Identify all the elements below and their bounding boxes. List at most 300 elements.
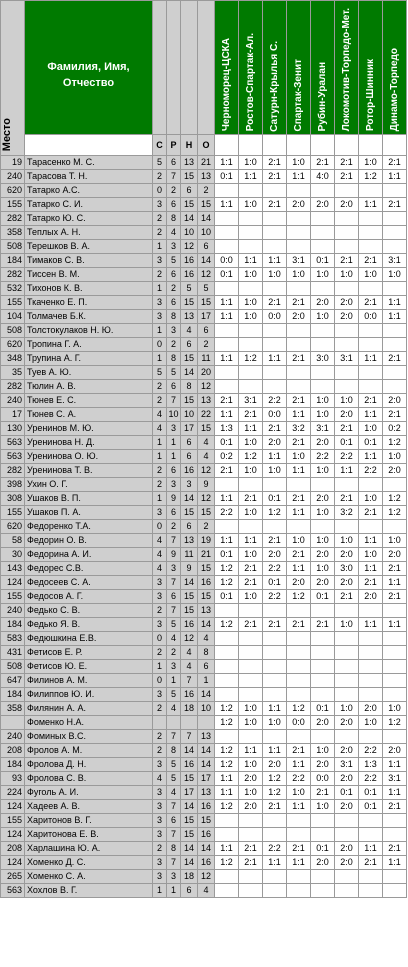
result-cell: 1:1 (263, 702, 287, 716)
result-cell: 1:0 (239, 758, 263, 772)
place-cell: 240 (1, 604, 25, 618)
result-cell: 1:0 (239, 268, 263, 282)
name-cell: Фролов А. М. (25, 744, 153, 758)
result-cell: 2:0 (311, 576, 335, 590)
stat-s-cell: 1 (153, 436, 167, 450)
result-cell (263, 184, 287, 198)
result-cell (335, 730, 359, 744)
name-cell: Терешков В. А. (25, 240, 153, 254)
result-cell (239, 688, 263, 702)
name-cell: Фоменко Н.А. (25, 716, 153, 730)
result-cell: 1:1 (359, 408, 383, 422)
result-cell: 1:0 (263, 464, 287, 478)
result-cell: 1:0 (335, 702, 359, 716)
match-header: Ростов-Спартак-Ал. (239, 1, 263, 135)
stat-r-cell: 3 (167, 870, 181, 884)
name-cell: Уренинова Н. Д. (25, 436, 153, 450)
result-cell (335, 478, 359, 492)
place-cell: 143 (1, 562, 25, 576)
stat-s-cell: 2 (153, 604, 167, 618)
result-cell (239, 870, 263, 884)
result-cell: 1:1 (239, 744, 263, 758)
place-cell: 184 (1, 688, 25, 702)
result-cell (287, 282, 311, 296)
stat-n-cell: 4 (181, 660, 198, 674)
stat-s-cell: 2 (153, 842, 167, 856)
name-cell: Тюлин А. В. (25, 380, 153, 394)
stat-s-cell: 2 (153, 170, 167, 184)
place-cell: 155 (1, 296, 25, 310)
stat-n-cell: 15 (181, 394, 198, 408)
table-row (1, 688, 407, 702)
table-row (1, 730, 407, 744)
name-cell: Фетисов Е. Р. (25, 646, 153, 660)
place-cell: 282 (1, 268, 25, 282)
result-cell (263, 688, 287, 702)
result-cell: 0:1 (215, 436, 239, 450)
result-cell: 2:2 (311, 450, 335, 464)
result-cell: 1:1 (215, 310, 239, 324)
result-cell: 2:1 (383, 156, 407, 170)
place-cell: 508 (1, 324, 25, 338)
table-row (1, 464, 407, 478)
result-cell (287, 226, 311, 240)
name-cell: Харлашина Ю. А. (25, 842, 153, 856)
result-cell: 1:1 (287, 856, 311, 870)
result-cell: 2:1 (263, 198, 287, 212)
result-cell: 2:1 (335, 254, 359, 268)
name-cell: Филиппов Ю. И. (25, 688, 153, 702)
stat-s-cell: 3 (153, 296, 167, 310)
stat-o-cell: 4 (198, 436, 215, 450)
result-cell: 0:1 (311, 842, 335, 856)
result-cell: 2:0 (335, 744, 359, 758)
stat-s-cell (153, 716, 167, 730)
result-cell (239, 338, 263, 352)
result-cell (359, 240, 383, 254)
result-cell: 1:1 (335, 464, 359, 478)
result-cell: 1:0 (287, 450, 311, 464)
stat-r-cell: 7 (167, 576, 181, 590)
match-subheader (383, 135, 407, 156)
result-cell (359, 226, 383, 240)
stat-s-cell: 2 (153, 702, 167, 716)
stat-r-cell: 7 (167, 730, 181, 744)
table-row (1, 170, 407, 184)
result-cell (215, 338, 239, 352)
table-row (1, 604, 407, 618)
stat-n-cell: 16 (181, 464, 198, 478)
result-cell: 1:2 (263, 772, 287, 786)
stat-o-cell: 21 (198, 156, 215, 170)
result-cell (311, 828, 335, 842)
stat-r-cell: 1 (167, 436, 181, 450)
stat-s-cell: 3 (153, 254, 167, 268)
result-cell: 2:1 (239, 408, 263, 422)
result-cell: 0:1 (335, 436, 359, 450)
result-cell (215, 604, 239, 618)
match-header: Ротор-Шинник (359, 1, 383, 135)
result-cell: 1:2 (287, 702, 311, 716)
result-cell (215, 828, 239, 842)
result-cell: 1:1 (239, 422, 263, 436)
result-cell: 2:1 (335, 590, 359, 604)
name-subheader (25, 135, 153, 156)
stat-s-cell: 2 (153, 744, 167, 758)
result-cell (287, 660, 311, 674)
result-cell: 1:1 (215, 842, 239, 856)
stat-n-cell: 10 (181, 226, 198, 240)
result-cell: 1:2 (383, 716, 407, 730)
result-cell: 2:0 (335, 842, 359, 856)
name-cell: Татарко А.С. (25, 184, 153, 198)
place-cell: 348 (1, 352, 25, 366)
result-cell: 2:0 (383, 464, 407, 478)
stat-n-cell: 6 (181, 884, 198, 898)
result-cell (311, 870, 335, 884)
result-cell: 3:1 (239, 394, 263, 408)
result-cell: 2:1 (287, 842, 311, 856)
table-row (1, 632, 407, 646)
table-row (1, 646, 407, 660)
stat-o-cell: 14 (198, 254, 215, 268)
result-cell: 1:2 (215, 618, 239, 632)
result-cell (383, 338, 407, 352)
result-cell: 1:1 (215, 408, 239, 422)
stat-n-cell: 14 (181, 744, 198, 758)
stat-r-cell: 5 (167, 758, 181, 772)
result-cell: 1:1 (263, 450, 287, 464)
table-row (1, 744, 407, 758)
place-cell: 208 (1, 842, 25, 856)
match-subheader (263, 135, 287, 156)
stat-o-cell: 13 (198, 786, 215, 800)
result-cell (215, 184, 239, 198)
result-cell: 3:0 (311, 352, 335, 366)
name-cell: Тропина Г. А. (25, 338, 153, 352)
stat-o-cell: 12 (198, 380, 215, 394)
result-cell: 1:2 (215, 800, 239, 814)
stat-o-cell: 12 (198, 268, 215, 282)
result-cell (359, 870, 383, 884)
result-cell (335, 338, 359, 352)
result-cell (239, 884, 263, 898)
name-cell: Федюшкина Е.В. (25, 632, 153, 646)
stat-r-cell: 2 (167, 338, 181, 352)
name-cell: Ткаченко Е. П. (25, 296, 153, 310)
result-cell: 2:1 (239, 492, 263, 506)
stat-r-cell: 4 (167, 226, 181, 240)
result-cell: 1:0 (359, 268, 383, 282)
stat-o-cell: 14 (198, 618, 215, 632)
result-cell: 2:0 (335, 800, 359, 814)
stat-r-cell: 3 (167, 240, 181, 254)
result-cell: 1:1 (215, 786, 239, 800)
result-cell: 2:1 (335, 492, 359, 506)
match-header: Рубин-Уралан (311, 1, 335, 135)
result-cell: 2:2 (287, 772, 311, 786)
stat-n-cell: 15 (181, 590, 198, 604)
stat-s-cell: 0 (153, 184, 167, 198)
result-cell: 3:2 (287, 422, 311, 436)
result-cell (287, 730, 311, 744)
result-cell (263, 366, 287, 380)
stat-o-cell: 6 (198, 240, 215, 254)
name-cell: Толмачев Б.К. (25, 310, 153, 324)
place-cell: 124 (1, 828, 25, 842)
result-cell: 0:1 (335, 786, 359, 800)
result-cell: 1:0 (287, 268, 311, 282)
result-cell: 2:1 (263, 534, 287, 548)
stat-o-cell: 5 (198, 282, 215, 296)
stat-r-cell: 1 (167, 450, 181, 464)
stat-o-cell: 15 (198, 506, 215, 520)
result-cell (383, 632, 407, 646)
table-row (1, 758, 407, 772)
place-cell: 155 (1, 506, 25, 520)
table-row (1, 534, 407, 548)
table-row (1, 590, 407, 604)
result-cell (335, 674, 359, 688)
result-cell: 1:0 (311, 408, 335, 422)
stat-s-cell: 4 (153, 548, 167, 562)
result-cell: 1:2 (239, 450, 263, 464)
table-row (1, 198, 407, 212)
result-cell: 0:1 (311, 702, 335, 716)
result-cell (335, 814, 359, 828)
result-cell: 0:1 (215, 170, 239, 184)
place-column-header (1, 1, 25, 156)
stat-r-cell: 9 (167, 548, 181, 562)
result-cell: 1:2 (239, 352, 263, 366)
result-cell (311, 212, 335, 226)
table-row (1, 716, 407, 730)
result-cell: 3:1 (335, 352, 359, 366)
table-row (1, 212, 407, 226)
result-cell: 0:1 (359, 800, 383, 814)
stat-o-cell: 2 (198, 338, 215, 352)
table-row (1, 674, 407, 688)
result-cell: 1:1 (263, 254, 287, 268)
result-cell (215, 282, 239, 296)
result-cell: 2:1 (239, 856, 263, 870)
result-cell (311, 520, 335, 534)
stat-r-cell: 5 (167, 618, 181, 632)
result-cell: 1:1 (263, 744, 287, 758)
result-cell (383, 730, 407, 744)
result-cell: 0:2 (383, 422, 407, 436)
result-cell (359, 366, 383, 380)
place-cell: 282 (1, 464, 25, 478)
result-cell (239, 380, 263, 394)
stat-label-n: Н (181, 135, 198, 156)
name-cell: Уренинова О. Ю. (25, 450, 153, 464)
result-cell: 1:1 (287, 800, 311, 814)
result-cell (287, 604, 311, 618)
result-cell (311, 632, 335, 646)
result-cell (311, 282, 335, 296)
result-cell: 2:1 (215, 464, 239, 478)
stat-n-cell: 17 (181, 422, 198, 436)
table-row (1, 268, 407, 282)
name-cell: Хадеев А. В. (25, 800, 153, 814)
name-cell: Филянин А. А. (25, 702, 153, 716)
result-cell: 2:2 (335, 450, 359, 464)
stat-n-cell: 5 (181, 282, 198, 296)
name-cell: Теплых А. Н. (25, 226, 153, 240)
stat-o-cell: 13 (198, 394, 215, 408)
result-cell (239, 604, 263, 618)
result-cell (287, 366, 311, 380)
stat-n-cell: 15 (181, 814, 198, 828)
stat-s-cell: 3 (153, 856, 167, 870)
place-cell: 358 (1, 702, 25, 716)
result-cell: 1:0 (239, 156, 263, 170)
stat-s-cell: 5 (153, 156, 167, 170)
result-cell: 1:0 (359, 716, 383, 730)
result-cell: 1:0 (287, 534, 311, 548)
result-cell (215, 324, 239, 338)
result-cell (215, 520, 239, 534)
stat-s-cell: 0 (153, 338, 167, 352)
name-cell: Федорин О. В. (25, 534, 153, 548)
result-cell: 2:0 (239, 800, 263, 814)
name-label: Фамилия, Имя, Отчество (47, 61, 130, 89)
stat-r-cell: 5 (167, 688, 181, 702)
stat-label-s: С (153, 135, 167, 156)
match-subheader (335, 135, 359, 156)
name-cell: Ухин О. Г. (25, 478, 153, 492)
header-row (1, 1, 407, 135)
stat-header-blank (167, 1, 181, 135)
stat-r-cell: 2 (167, 282, 181, 296)
result-cell: 0:1 (359, 436, 383, 450)
stat-o-cell: 12 (198, 464, 215, 478)
table-row (1, 842, 407, 856)
result-cell (263, 226, 287, 240)
result-cell (263, 646, 287, 660)
place-cell: 155 (1, 814, 25, 828)
table-row (1, 660, 407, 674)
result-cell (359, 520, 383, 534)
stat-s-cell: 1 (153, 660, 167, 674)
result-cell: 1:1 (263, 856, 287, 870)
stat-o-cell: 2 (198, 184, 215, 198)
stat-o-cell: 13 (198, 170, 215, 184)
place-cell: 282 (1, 380, 25, 394)
place-cell: 93 (1, 772, 25, 786)
stat-n-cell: 15 (181, 828, 198, 842)
result-cell (263, 884, 287, 898)
place-cell: 124 (1, 576, 25, 590)
match-header: Сатурн-Крылья С. (263, 1, 287, 135)
result-cell: 2:0 (335, 856, 359, 870)
result-cell: 1:2 (215, 562, 239, 576)
result-cell: 2:2 (263, 590, 287, 604)
name-cell: Тюнев С. А. (25, 408, 153, 422)
result-cell (359, 660, 383, 674)
name-cell: Фролова С. В. (25, 772, 153, 786)
stat-s-cell: 3 (153, 310, 167, 324)
result-cell: 1:0 (239, 296, 263, 310)
result-cell (287, 338, 311, 352)
stat-n-cell: 14 (181, 842, 198, 856)
result-cell: 0:0 (263, 310, 287, 324)
table-row (1, 156, 407, 170)
result-cell: 1:2 (287, 590, 311, 604)
place-cell: 265 (1, 870, 25, 884)
name-column-header (25, 1, 153, 135)
name-cell: Фоминых В.С. (25, 730, 153, 744)
stat-r-cell: 1 (167, 884, 181, 898)
result-cell: 2:2 (359, 744, 383, 758)
result-cell: 1:1 (383, 618, 407, 632)
name-cell: Хоменко С. А. (25, 870, 153, 884)
table-row (1, 394, 407, 408)
result-cell: 3:1 (311, 422, 335, 436)
result-cell (287, 520, 311, 534)
stat-r-cell: 3 (167, 324, 181, 338)
result-cell (311, 184, 335, 198)
result-cell (239, 646, 263, 660)
stat-s-cell: 3 (153, 800, 167, 814)
name-cell: Туев А. Ю. (25, 366, 153, 380)
name-cell: Федько Я. В. (25, 618, 153, 632)
result-cell: 1:1 (359, 352, 383, 366)
stat-o-cell: 16 (198, 576, 215, 590)
result-cell: 2:1 (215, 394, 239, 408)
stat-o-cell: 15 (198, 590, 215, 604)
stat-r-cell: 7 (167, 828, 181, 842)
stat-r-cell: 4 (167, 632, 181, 646)
place-cell: 282 (1, 212, 25, 226)
result-cell: 2:1 (359, 394, 383, 408)
table-row (1, 884, 407, 898)
stat-r-cell: 7 (167, 800, 181, 814)
stat-o-cell: 15 (198, 198, 215, 212)
result-cell: 2:0 (335, 408, 359, 422)
result-cell (287, 828, 311, 842)
result-cell: 1:0 (359, 548, 383, 562)
stat-o-cell: 6 (198, 660, 215, 674)
result-cell (359, 338, 383, 352)
result-cell: 1:1 (287, 464, 311, 478)
place-cell: 508 (1, 660, 25, 674)
result-cell: 1:1 (287, 758, 311, 772)
result-cell (287, 674, 311, 688)
stat-n-cell: 10 (181, 408, 198, 422)
table-row (1, 254, 407, 268)
stat-r-cell: 6 (167, 156, 181, 170)
stat-r-cell: 5 (167, 254, 181, 268)
place-cell: 240 (1, 730, 25, 744)
result-cell: 1:0 (383, 268, 407, 282)
place-cell: 104 (1, 310, 25, 324)
stat-s-cell: 3 (153, 870, 167, 884)
name-cell: Федько С. В. (25, 604, 153, 618)
result-cell: 2:0 (287, 576, 311, 590)
result-cell: 2:0 (287, 310, 311, 324)
match-header: Черноморец-ЦСКА (215, 1, 239, 135)
result-cell (263, 520, 287, 534)
result-cell: 2:0 (335, 772, 359, 786)
place-cell: 358 (1, 226, 25, 240)
result-cell (239, 240, 263, 254)
stat-r-cell: 5 (167, 366, 181, 380)
result-cell: 1:0 (239, 716, 263, 730)
stat-s-cell: 4 (153, 422, 167, 436)
stat-r-cell: 6 (167, 506, 181, 520)
